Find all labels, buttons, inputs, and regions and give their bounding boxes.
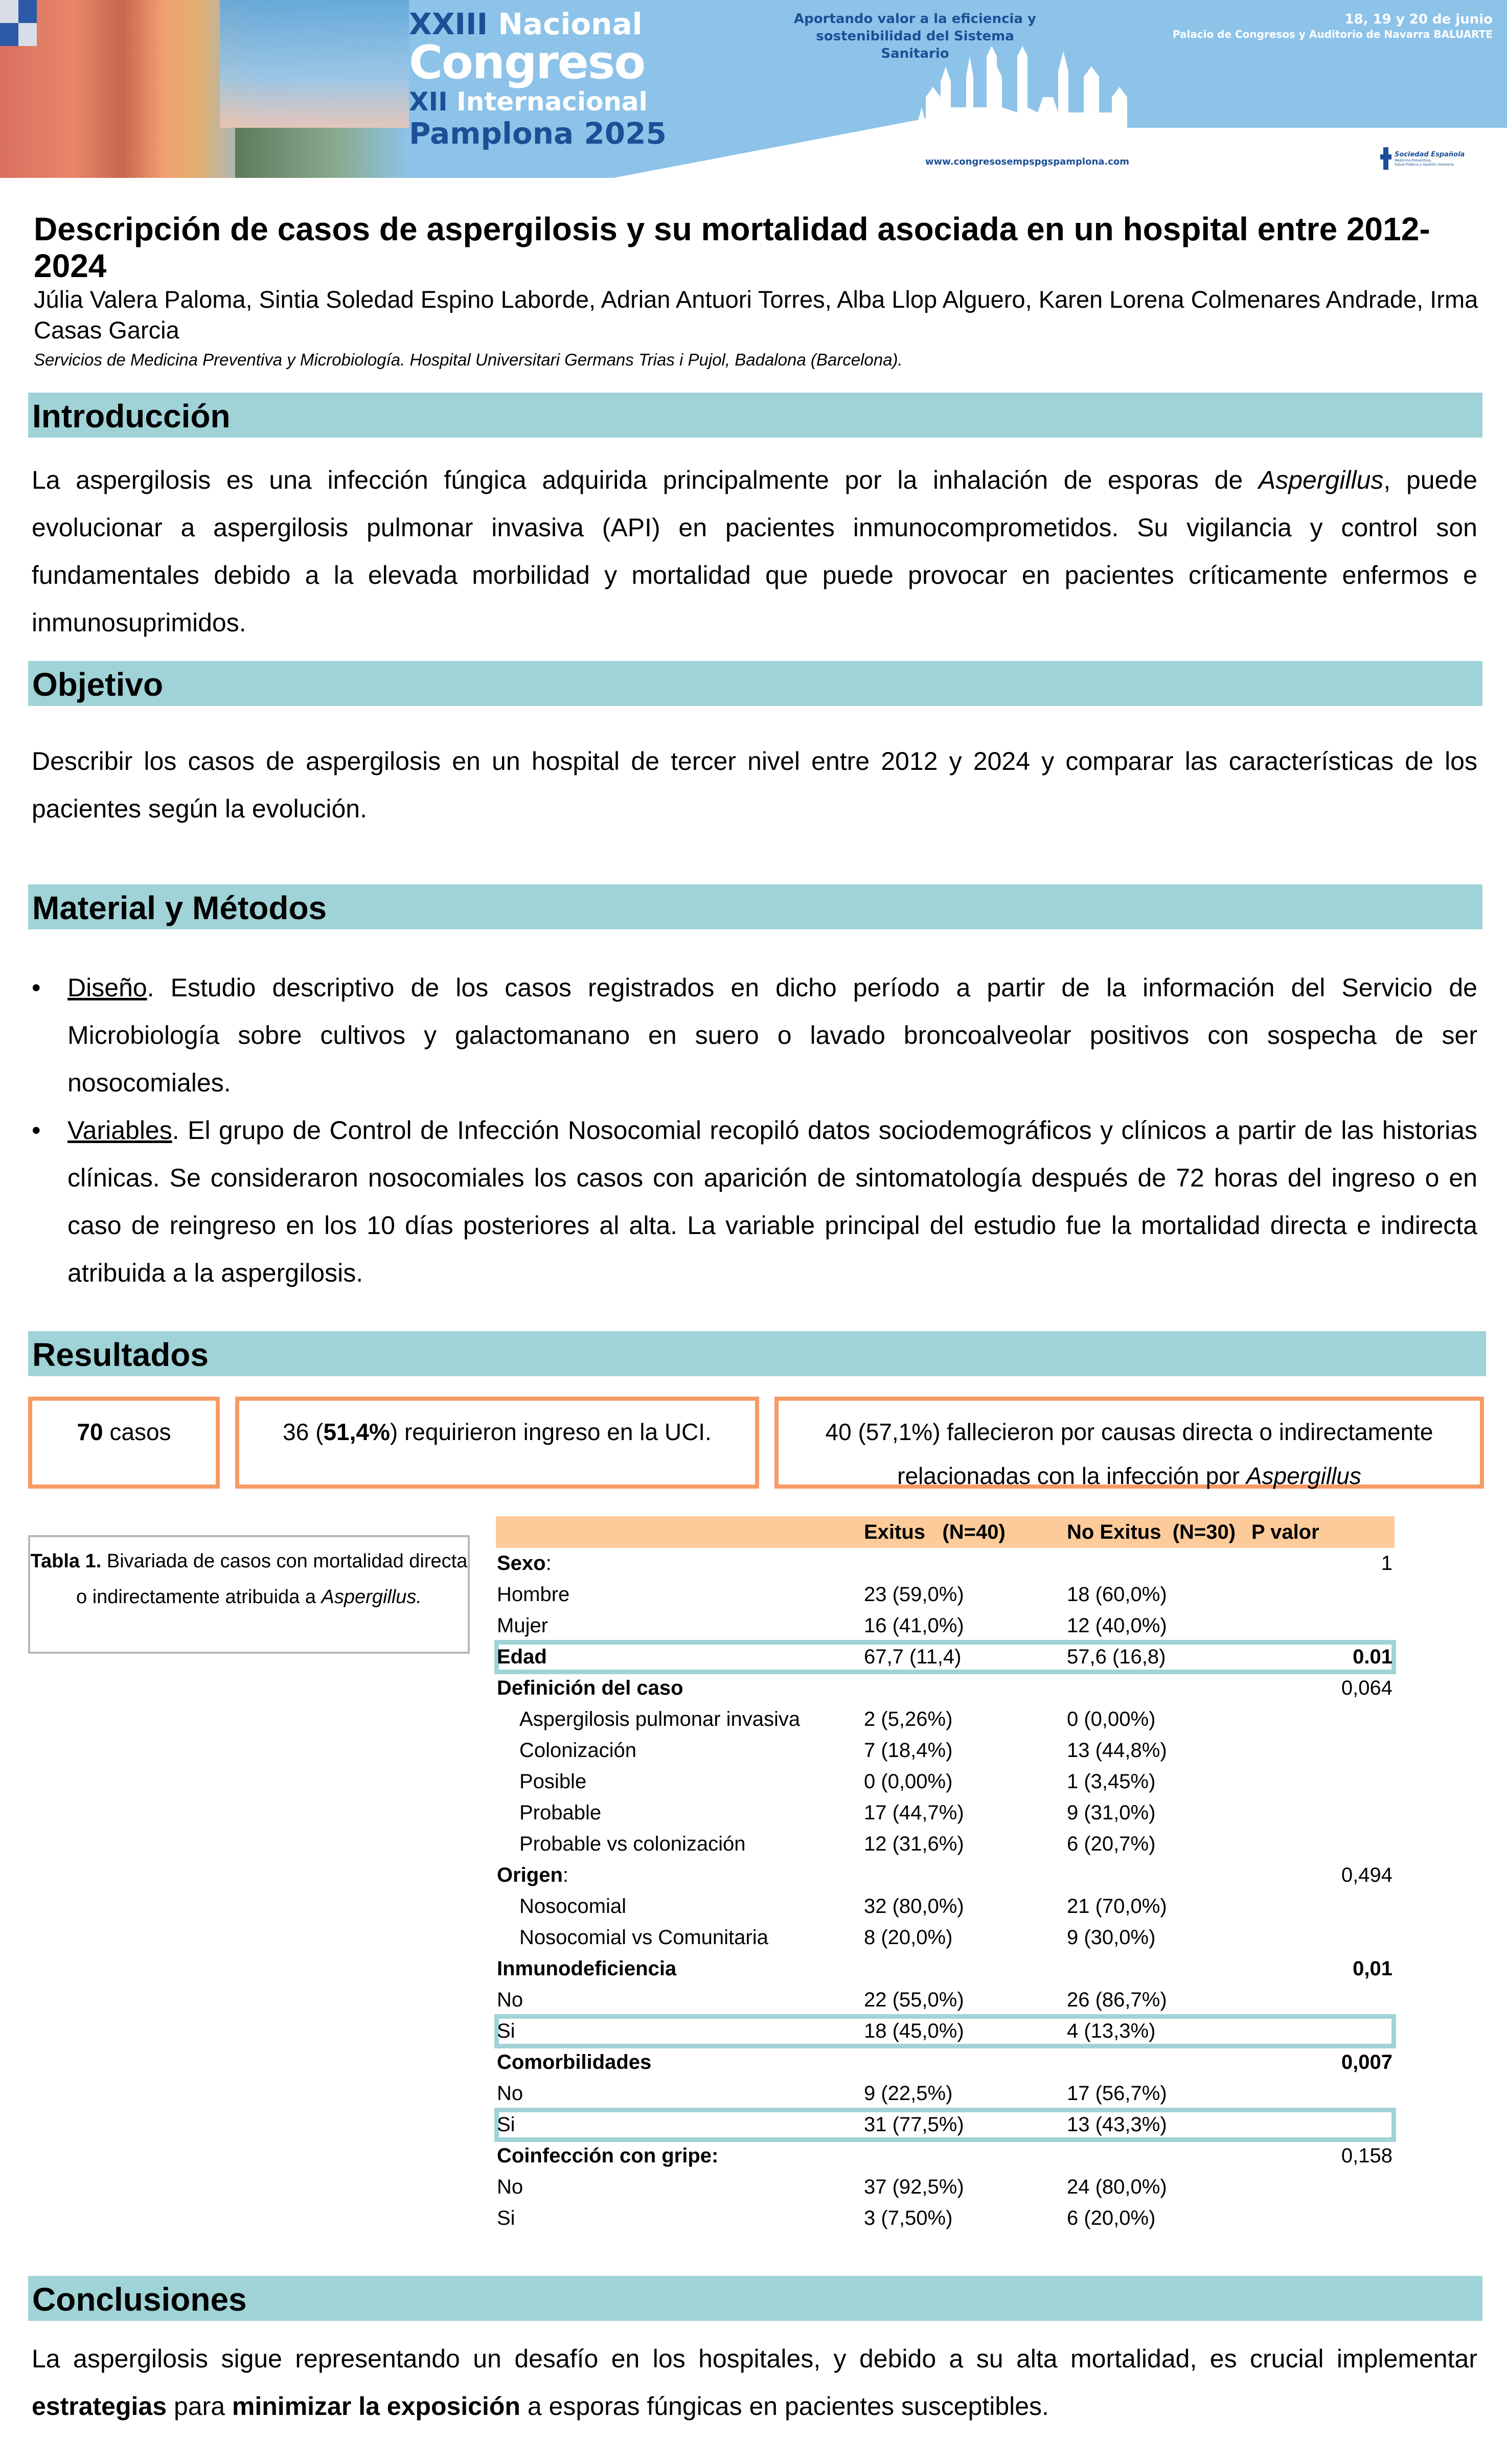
table-row xyxy=(496,1922,1395,1953)
no-exitus-value: 9 (31,0%) xyxy=(1067,1801,1156,1824)
affiliation: Servicios de Medicina Preventiva y Microbiología. Hospital Universitari Germans Trias i Pujol, Badalona (Barcelona). xyxy=(34,350,903,369)
exitus-value: 37 (92,5%) xyxy=(864,2176,964,2198)
table-row xyxy=(496,1610,1395,1641)
methods-item-diseno: • Diseño. Estudio descriptivo de los casos registrados en dicho período a partir de la información del Servicio de Microbiología sobre cultivos y galactomanano en suero o lavado broncoalveolar positivos con sospecha de ser nosocomiales. xyxy=(32,964,1477,1107)
intro-paragraph: La aspergilosis es una infección fúngica adquirida principalmente por la inhalación de esporas de Aspergillus, puede evolucionar a aspergilosis pulmonar invasiva (API) en pacientes inmunocomprometidos. Su vigilancia y control son fundamentales debido a la elevada morbilidad y mortalidad que puede provocar en pacientes críticamente enfermos e inmunosuprimidos. xyxy=(32,466,1477,637)
table-row xyxy=(496,2172,1395,2203)
row-label: Si xyxy=(497,2020,515,2042)
table-row xyxy=(496,1673,1395,1704)
no-exitus-value: 26 (86,7%) xyxy=(1067,1989,1167,2011)
row-label: Sexo: xyxy=(497,1552,552,1575)
row-label: Si xyxy=(497,2113,515,2136)
row-label: Nosocomial xyxy=(519,1895,626,1918)
no-exitus-value: 57,6 (16,8) xyxy=(1067,1646,1166,1668)
exitus-value: 32 (80,0%) xyxy=(864,1895,964,1918)
table-row xyxy=(496,2047,1395,2078)
congress-title: XXIII Nacional Congreso XII Internacional Pamplona 2025 xyxy=(409,7,667,151)
stat-box-mortality: 40 (57,1%) fallecieron por causas directa o indirectamente relacionadas con la infección por Aspergillus xyxy=(774,1397,1484,1489)
bullet-icon: • xyxy=(32,973,41,1002)
author-list: Júlia Valera Paloma, Sintia Soledad Espino Laborde, Adrian Antuori Torres, Alba Llop Alguero, Karen Lorena Colmenares Andrade, Irma Casas Garcia xyxy=(34,286,1478,344)
exitus-value: 16 (41,0%) xyxy=(864,1614,964,1637)
row-label: Edad xyxy=(497,1646,547,1668)
table-row xyxy=(496,1829,1395,1860)
column-header-no-exitus: No Exitus (N=30) xyxy=(1067,1521,1236,1543)
exitus-value: 3 (7,50%) xyxy=(864,2207,953,2229)
paper-title: Descripción de casos de aspergilosis y su mortalidad asociada en un hospital entre 2012-2024 xyxy=(34,211,1430,284)
column-header-exitus: Exitus (N=40) xyxy=(864,1521,1006,1543)
no-exitus-value: 9 (30,0%) xyxy=(1067,1926,1156,1949)
no-exitus-value: 18 (60,0%) xyxy=(1067,1583,1167,1606)
row-label: No xyxy=(497,2082,523,2105)
table-row xyxy=(496,1860,1395,1891)
pamplona-street-photo xyxy=(0,0,409,178)
methods-list xyxy=(32,964,1477,1297)
table-row xyxy=(496,1984,1395,2016)
exitus-value: 7 (18,4%) xyxy=(864,1739,953,1762)
congress-banner xyxy=(0,0,1507,178)
row-label: No xyxy=(497,1989,523,2011)
table-row xyxy=(496,2078,1395,2109)
exitus-value: 22 (55,0%) xyxy=(864,1989,964,2011)
exitus-value: 0 (0,00%) xyxy=(864,1770,953,1793)
table-body xyxy=(496,1548,1395,2234)
no-exitus-value: 12 (40,0%) xyxy=(1067,1614,1167,1637)
table-row xyxy=(496,2140,1395,2172)
table-header-row xyxy=(496,1516,1395,1548)
table-row xyxy=(496,1735,1395,1766)
stat-box-total-cases: 70 casos xyxy=(28,1397,220,1489)
congress-url: www.congresosempspgspamplona.com xyxy=(925,156,1130,167)
row-label: Probable vs colonización xyxy=(519,1833,746,1855)
exitus-value: 8 (20,0%) xyxy=(864,1926,953,1949)
section-header-resultados: Resultados xyxy=(28,1331,1486,1376)
section-header-introduccion: Introducción xyxy=(28,393,1482,438)
no-exitus-value: 13 (43,3%) xyxy=(1067,2113,1167,2136)
exitus-value: 23 (59,0%) xyxy=(864,1583,964,1606)
p-value: 0,064 xyxy=(1341,1677,1392,1699)
row-label: Coinfección con gripe: xyxy=(497,2144,719,2167)
table-caption: Tabla 1. Bivariada de casos con mortalidad directa o indirectamente atribuida a Aspergillus. xyxy=(28,1535,470,1654)
section-header-conclusiones: Conclusiones xyxy=(28,2276,1482,2321)
table-row xyxy=(496,1548,1395,1579)
table-row xyxy=(496,2203,1395,2234)
row-label: Nosocomial vs Comunitaria xyxy=(519,1926,768,1949)
no-exitus-value: 6 (20,0%) xyxy=(1067,2207,1156,2229)
table-row xyxy=(496,1953,1395,1984)
table-row xyxy=(496,1766,1395,1797)
conclusions-paragraph: La aspergilosis sigue representando un desafío en los hospitales, y debido a su alta mortalidad, es crucial implementar estrategias para minimizar la exposición a esporas fúngicas en pacientes susceptibles. xyxy=(32,2344,1477,2421)
p-value: 0,158 xyxy=(1341,2144,1392,2167)
row-label: Mujer xyxy=(497,1614,549,1637)
section-header-objetivo: Objetivo xyxy=(28,661,1482,706)
bivariate-table xyxy=(496,1516,1395,2234)
methods-item-variables: • Variables. El grupo de Control de Infección Nosocomial recopiló datos sociodemográficos y clínicos a partir de las historias clínicas. Se consideraron nosocomiales los casos con aparición de sintomatología después de 72 horas del ingreso o en caso de reingreso en los 10 días posteriores al alta. La variable principal del estudio fue la mortalidad directa e indirecta atribuida a la aspergilosis. xyxy=(32,1107,1477,1297)
p-value: 0,01 xyxy=(1353,1957,1392,1980)
p-value: 1 xyxy=(1381,1552,1392,1575)
row-label: Si xyxy=(497,2207,515,2229)
exitus-value: 31 (77,5%) xyxy=(864,2113,964,2136)
row-label: Definición del caso xyxy=(497,1677,683,1699)
exitus-value: 12 (31,6%) xyxy=(864,1833,964,1855)
no-exitus-value: 1 (3,45%) xyxy=(1067,1770,1156,1793)
table-row xyxy=(496,1797,1395,1829)
column-header-p-value: P valor xyxy=(1251,1521,1319,1543)
society-cross-icon xyxy=(1380,147,1391,170)
no-exitus-value: 0 (0,00%) xyxy=(1067,1708,1156,1730)
objective-paragraph: Describir los casos de aspergilosis en un hospital de tercer nivel entre 2012 y 2024 y comparar las características de los pacientes según la evolución. xyxy=(32,747,1477,823)
p-value: 0.01 xyxy=(1353,1646,1392,1668)
table-row xyxy=(496,2109,1395,2140)
table-row xyxy=(496,1579,1395,1610)
table-row xyxy=(496,1891,1395,1922)
congress-tagline: Aportando valor a la eficiencia y sostenibilidad del Sistema Sanitario xyxy=(794,11,1036,61)
row-label: Inmunodeficiencia xyxy=(497,1957,677,1980)
no-exitus-value: 24 (80,0%) xyxy=(1067,2176,1167,2198)
row-label: No xyxy=(497,2176,523,2198)
table-row xyxy=(496,1641,1395,1673)
exitus-value: 9 (22,5%) xyxy=(864,2082,953,2105)
row-label: Colonización xyxy=(519,1739,637,1762)
row-label: Probable xyxy=(519,1801,602,1824)
section-header-material-metodos: Material y Métodos xyxy=(28,884,1482,929)
checker-pattern xyxy=(0,0,37,46)
p-value: 0,494 xyxy=(1341,1864,1392,1886)
row-label: Origen: xyxy=(497,1864,569,1886)
row-label: Hombre xyxy=(497,1583,570,1606)
exitus-value: 18 (45,0%) xyxy=(864,2020,964,2042)
no-exitus-value: 6 (20,7%) xyxy=(1067,1833,1156,1855)
society-logo: Sociedad Española Medicina Preventiva, Salud Pública y Gestión Sanitaria xyxy=(1380,147,1465,170)
table-row xyxy=(496,1704,1395,1735)
no-exitus-value: 4 (13,3%) xyxy=(1067,2020,1156,2042)
no-exitus-value: 13 (44,8%) xyxy=(1067,1739,1167,1762)
exitus-value: 17 (44,7%) xyxy=(864,1801,964,1824)
p-value: 0,007 xyxy=(1341,2051,1392,2073)
no-exitus-value: 21 (70,0%) xyxy=(1067,1895,1167,1918)
exitus-value: 67,7 (11,4) xyxy=(864,1646,962,1668)
bullet-icon: • xyxy=(32,1116,41,1145)
congress-dates: 18, 19 y 20 de junio Palacio de Congresos y Auditorio de Navarra BALUARTE xyxy=(1172,12,1493,40)
table-row xyxy=(496,2016,1395,2047)
row-label: Posible xyxy=(519,1770,587,1793)
stat-box-icu: 36 (51,4%) requirieron ingreso en la UCI. xyxy=(235,1397,759,1489)
row-label: Aspergilosis pulmonar invasiva xyxy=(519,1708,801,1730)
row-label: Comorbilidades xyxy=(497,2051,652,2073)
exitus-value: 2 (5,26%) xyxy=(864,1708,953,1730)
no-exitus-value: 17 (56,7%) xyxy=(1067,2082,1167,2105)
